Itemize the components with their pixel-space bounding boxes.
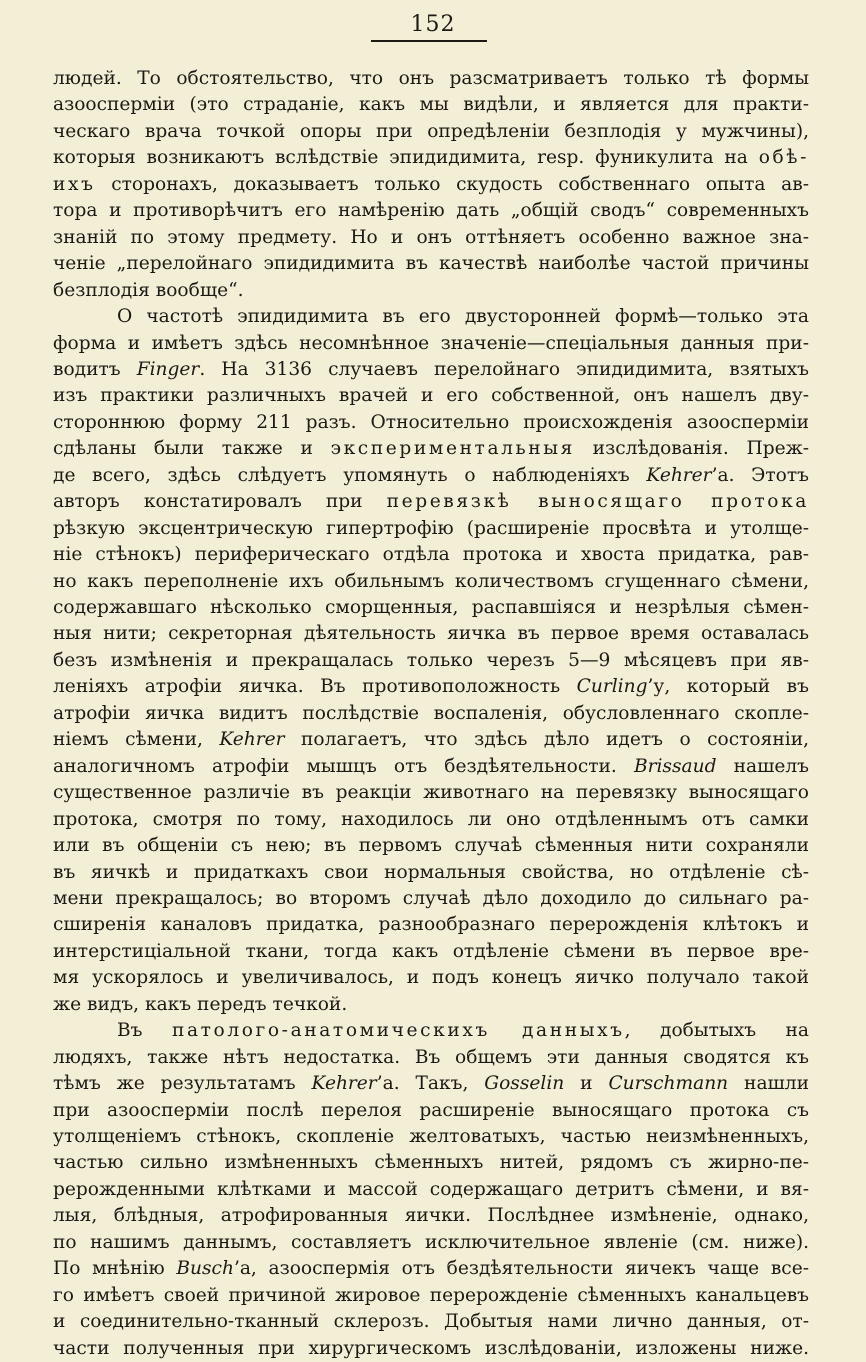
text-segment: существенное различiе въ реакцiи животнаго на перевязку выносящаго: [53, 782, 809, 804]
text-line: [53, 225, 809, 251]
text-segment: людей. То обстоятельство, что онъ разсматриваетъ только тѣ формы: [53, 68, 809, 89]
text-segment: утолщенiемъ стѣнокъ, скопленiе желтоватыхъ, частью неизмѣненныхъ,: [53, 1126, 809, 1147]
text-line: [53, 807, 809, 833]
text-segment: въ яичкѣ и придаткахъ свои нормальныя свойства, но отдѣленiе сѣ-: [53, 861, 809, 883]
text-segment: атрофiи яичка видитъ послѣдствiе воспаленiя, обусловленнаго скопле-: [53, 702, 809, 724]
text-line: [53, 674, 809, 700]
text-line: [53, 1150, 809, 1176]
text-line: [53, 727, 809, 753]
text-line: [53, 780, 809, 806]
spaced-emphasis: патолого-анатомическихъ данныхъ: [171, 1020, 625, 1042]
text-segment: безплодiя вообще“.: [53, 279, 244, 301]
text-line: [53, 1045, 809, 1071]
text-segment: же видъ, какъ передъ течкой.: [53, 993, 348, 1015]
text-segment: О частотѣ эпидидимита въ его двусторонней формѣ—только эта: [117, 306, 809, 328]
text-line: [53, 1230, 809, 1256]
text-segment: частью сильно измѣненныхъ сѣменныхъ нитей, рядомъ съ жирно-пе-: [53, 1152, 809, 1174]
spaced-emphasis: обѣ-: [758, 147, 809, 169]
text-line: [53, 992, 809, 1018]
text-line: [53, 886, 809, 912]
author-name: Kehrer: [311, 1073, 377, 1095]
text-segment: де всего, здѣсь слѣдуетъ упомянуть о наблюденiяхъ: [53, 464, 647, 486]
text-segment: аналогичномъ атрофiи мышцъ отъ бездѣятельности.: [53, 755, 634, 777]
text-line: [53, 1256, 809, 1282]
text-line: [117, 1018, 809, 1044]
text-line: [53, 542, 809, 568]
text-segment: ’у, который въ: [647, 676, 809, 698]
text-line: [53, 754, 809, 780]
text-line: [53, 1124, 809, 1150]
text-segment: мени прекращалось; во второмъ случаѣ дѣло доходило до сильнаго ра-: [53, 887, 809, 909]
text-line: [53, 1098, 809, 1124]
author-name: Gosselin: [484, 1073, 565, 1095]
text-line: [53, 357, 809, 383]
text-line: [53, 331, 809, 357]
spaced-emphasis: перевязкѣ выносящаго протока: [386, 491, 809, 513]
text-segment: рерожденными клѣтками и массой содержащаго детритъ сѣмени, и вя-: [53, 1178, 809, 1200]
author-name: Kehrer: [219, 729, 285, 751]
text-line: [53, 1203, 809, 1229]
text-segment: которыя возникаютъ вслѣдствiе эпидидимита, resp. фуникулита на: [53, 147, 759, 169]
text-segment: нашелъ: [716, 755, 809, 777]
text-line: [53, 66, 809, 92]
text-line: [53, 383, 809, 409]
text-segment: тѣмъ же результатамъ: [53, 1073, 312, 1095]
text-segment: сторонахъ, доказываетъ только скудость собственнаго опыта ав-: [95, 173, 809, 195]
text-line: [53, 251, 809, 277]
text-segment: водитъ: [53, 358, 137, 380]
text-line: [53, 92, 809, 118]
text-line: [53, 1309, 809, 1335]
text-segment: по нашимъ даннымъ, составляетъ исключительное явленiе (см. ниже).: [53, 1231, 809, 1253]
text-segment: стороннюю форму 211 разъ. Относительно происхожденiя азооспермiи: [53, 411, 809, 433]
text-segment: тора и противорѣчитъ его намѣренiю дать „общiй сводъ“ современныхъ: [53, 200, 809, 222]
text-segment: авторъ констатировалъ при: [53, 491, 387, 513]
page-number: 152: [410, 12, 456, 37]
author-name: Curschmann: [608, 1073, 729, 1095]
text-line: [53, 939, 809, 965]
text-line: [53, 145, 809, 171]
text-segment: азооспермiи (это страданiе, какъ мы видѣли, и является для практи-: [53, 94, 809, 116]
text-line: [53, 489, 809, 515]
text-segment: изъ практики различныхъ врачей и его собственной, онъ нашелъ дву-: [53, 385, 809, 407]
text-line: [53, 463, 809, 489]
text-segment: ’а, азооспермiя отъ бездѣятельности яичекъ чаще все-: [233, 1258, 809, 1280]
text-line: [53, 410, 809, 436]
text-line: [53, 278, 809, 304]
text-segment: ’а. Такъ,: [376, 1073, 485, 1095]
text-segment: ческаго врача точкой опоры при опредѣленiи безплодiя у мужчины),: [53, 120, 809, 142]
text-line: [53, 965, 809, 991]
text-segment: ’а. Этотъ: [711, 464, 809, 486]
text-segment: лыя, блѣдныя, атрофированныя яички. Послѣднее измѣненiе, однако,: [53, 1205, 809, 1227]
text-segment: интерстицiальной ткани, тогда какъ отдѣленiе сѣмени въ первое вре-: [53, 940, 809, 962]
text-line: [53, 621, 809, 647]
text-segment: нiемъ сѣмени,: [53, 729, 220, 751]
text-line: [53, 569, 809, 595]
text-segment: и соединительно-тканный склерозъ. Добытыя нами лично данныя, от-: [53, 1311, 809, 1333]
author-name: Kehrer: [646, 464, 712, 486]
spaced-emphasis: ихъ: [53, 173, 96, 195]
text-segment: По мнѣнiю: [53, 1258, 177, 1280]
text-line: [53, 1177, 809, 1203]
text-line: [53, 198, 809, 224]
text-segment: и: [564, 1073, 609, 1095]
author-name: Busch: [176, 1258, 234, 1280]
text-segment: протока, смотря по тому, находилось ли оно отдѣленнымъ отъ самки: [53, 808, 809, 830]
text-segment: содержавшаго нѣсколько сморщенныя, распавшiяся и незрѣлыя сѣмен-: [53, 597, 809, 618]
text-segment: сдѣланы были также и: [53, 438, 331, 460]
author-name: Finger: [136, 358, 200, 380]
text-line: [53, 436, 809, 462]
text-line: [53, 172, 809, 198]
text-segment: но какъ переполненiе ихъ обильнымъ количествомъ сгущеннаго сѣмени,: [53, 570, 809, 592]
text-segment: го имѣетъ своей причиной жировое перерожденiе сѣменныхъ канальцевъ: [53, 1284, 809, 1306]
text-segment: Въ: [117, 1020, 172, 1042]
text-segment: , добытыхъ на: [624, 1020, 809, 1042]
text-segment: безъ измѣненiя и прекращалась только черезъ 5—9 мѣсяцевъ при яв-: [53, 649, 809, 671]
spaced-emphasis: экспериментальныя: [330, 438, 575, 460]
text-line: [53, 516, 809, 542]
text-segment: при азооспермiи послѣ перелоя расширенiе выносящаго протока съ: [53, 1099, 809, 1121]
text-segment: форма и имѣетъ здѣсь несомнѣнное значенiе—спецiальныя данныя при-: [53, 332, 809, 354]
author-name: Brissaud: [633, 755, 717, 777]
text-segment: ленiяхъ атрофiи яичка. Въ противоположность: [53, 676, 577, 698]
text-segment: рѣзкую эксцентрическую гипертрофiю (расширенiе просвѣта и утолще-: [53, 517, 809, 539]
text-line: [53, 1336, 809, 1362]
text-segment: или въ общенiи съ нею; въ первомъ случаѣ сѣменныя нити сохраняли: [53, 835, 809, 857]
text-line: [53, 119, 809, 145]
text-line: [53, 912, 809, 938]
text-segment: мя ускорялось и увеличивалось, и подъ конецъ яичко получало такой: [53, 967, 809, 989]
text-line: [53, 1283, 809, 1309]
author-name: Curling: [576, 676, 648, 698]
text-line: [117, 304, 809, 330]
text-line: [53, 833, 809, 859]
text-line: [53, 1071, 809, 1097]
text-line: [53, 595, 809, 621]
text-line: [53, 648, 809, 674]
text-segment: изслѣдованiя. Преж-: [575, 438, 809, 460]
text-line: [53, 701, 809, 727]
text-segment: ченiе „перелойнаго эпидидимита въ качествѣ наиболѣе частой причины: [53, 253, 809, 275]
text-segment: части полученныя при хирургическомъ изслѣдованiи, изложены ниже.: [53, 1337, 809, 1359]
text-segment: ныя нити; секреторная дѣятельность яичка въ первое время оставалась: [53, 623, 809, 645]
text-segment: знанiй по этому предмету. Но и онъ оттѣняетъ особенно важное зна-: [53, 226, 809, 248]
text-segment: нiе стѣнокъ) периферическаго отдѣла протока и хвоста придатка, рав-: [53, 544, 809, 566]
text-line: [53, 860, 809, 886]
text-segment: полагаетъ, что здѣсь дѣло идетъ о состоянiи,: [284, 729, 809, 751]
text-segment: нашли: [728, 1073, 809, 1095]
text-segment: . На 3136 случаевъ перелойнаго эпидидимита, взятыхъ: [199, 358, 809, 380]
text-segment: сширенiя каналовъ придатка, разнообразнаго перерожденiя клѣтокъ и: [53, 914, 809, 936]
text-segment: людяхъ, также нѣтъ недостатка. Въ общемъ эти данныя сводятся къ: [53, 1046, 809, 1068]
